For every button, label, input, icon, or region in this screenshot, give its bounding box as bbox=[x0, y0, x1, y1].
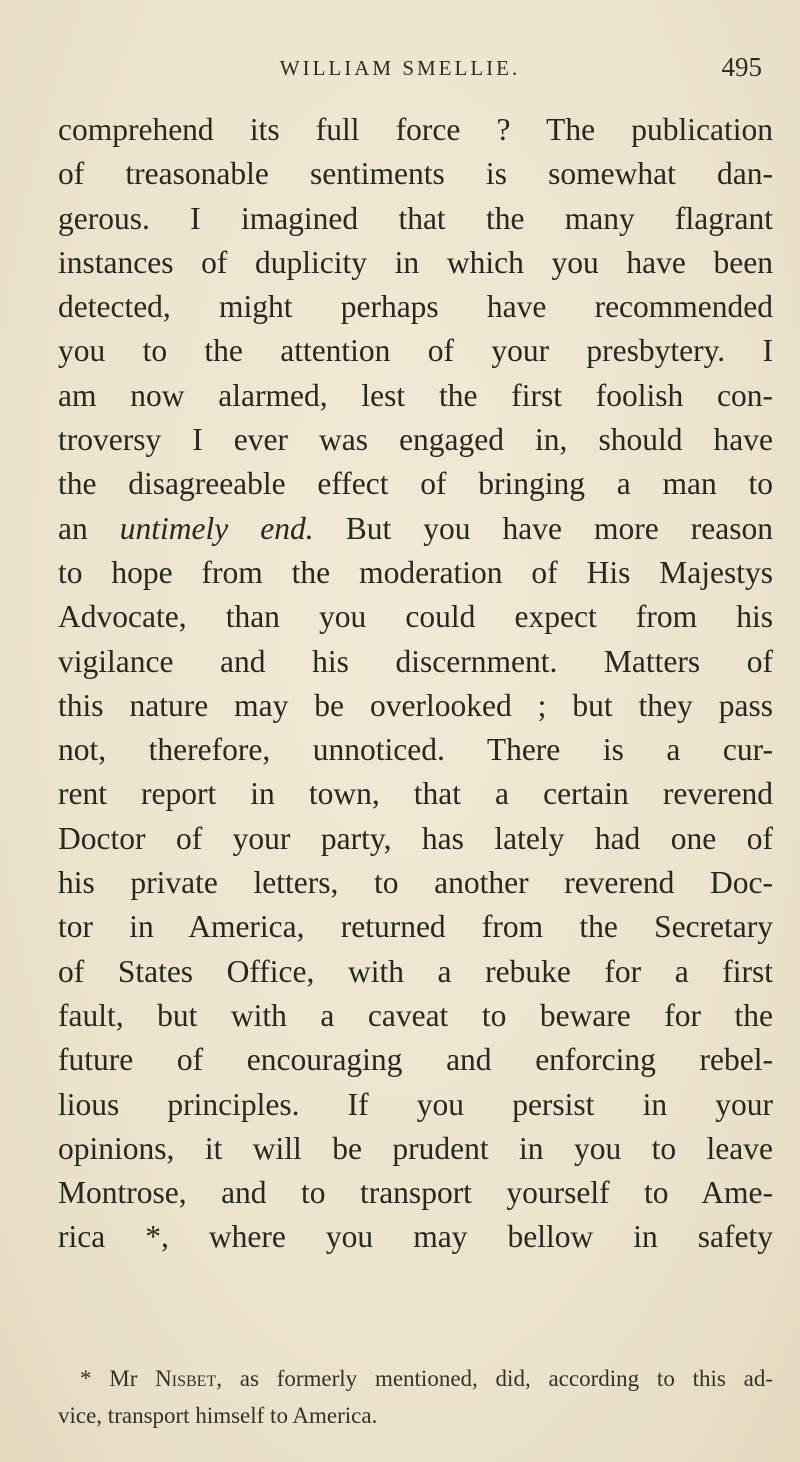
text-line: not, therefore, unnoticed. There is a cur- bbox=[58, 732, 773, 768]
text-line: to hope from the moderation of His Majestys bbox=[58, 554, 773, 590]
text-line: Advocate, than you could expect from his bbox=[58, 599, 773, 635]
text-line: Doctor of your party, has lately had one of bbox=[58, 820, 773, 856]
footnote-text: , as formerly mentioned, did, according to this ad- bbox=[216, 1366, 773, 1391]
text-line: vigilance and his discernment. Matters of bbox=[58, 643, 773, 679]
footnote-marker: * Mr bbox=[80, 1366, 156, 1391]
text-line: troversy I ever was engaged in, should have bbox=[58, 422, 773, 458]
footnote bbox=[58, 1360, 773, 1434]
text-line: gerous. I imagined that the many flagrant bbox=[58, 200, 773, 236]
text-line: you to the attention of your presbytery. I bbox=[58, 333, 773, 369]
text-line: Montrose, and to transport yourself to Ame- bbox=[58, 1175, 773, 1211]
text-line: opinions, it will be prudent in you to leave bbox=[58, 1130, 773, 1166]
text-line: rica *, where you may bellow in safety bbox=[58, 1219, 773, 1255]
page-header bbox=[0, 52, 800, 96]
text-line-prefix: an bbox=[58, 510, 120, 546]
text-line bbox=[58, 507, 773, 551]
text-line: tor in America, returned from the Secretary bbox=[58, 909, 773, 945]
footnote-name: Nisbet bbox=[155, 1366, 217, 1391]
text-line-suffix: But you have more reason bbox=[313, 510, 774, 546]
text-line: rent report in town, that a certain reverend bbox=[58, 776, 773, 812]
footnote-line: vice, transport himself to America. bbox=[58, 1403, 378, 1428]
running-head: WILLIAM SMELLIE. bbox=[279, 56, 521, 80]
footnote-line bbox=[58, 1360, 773, 1397]
text-line: fault, but with a caveat to beware for the bbox=[58, 997, 773, 1033]
text-line: the disagreeable effect of bringing a man to bbox=[58, 466, 773, 502]
text-line: detected, might perhaps have recommended bbox=[58, 289, 773, 325]
text-line: comprehend its full force ? The publication bbox=[58, 112, 773, 147]
text-line: instances of duplicity in which you have been bbox=[58, 244, 773, 280]
body-text bbox=[58, 108, 773, 1260]
text-line: future of encouraging and enforcing rebel- bbox=[58, 1042, 773, 1078]
text-line: this nature may be overlooked ; but they pass bbox=[58, 687, 773, 723]
text-line: of States Office, with a rebuke for a first bbox=[58, 953, 773, 989]
page-number: 495 bbox=[721, 52, 762, 82]
italic-phrase: untimely end. bbox=[119, 510, 314, 546]
text-line: his private letters, to another reverend Doc- bbox=[58, 865, 773, 901]
text-line: lious principles. If you persist in your bbox=[58, 1086, 773, 1122]
text-line: am now alarmed, lest the first foolish con- bbox=[58, 377, 773, 413]
text-line: of treasonable sentiments is somewhat dan- bbox=[58, 156, 773, 192]
